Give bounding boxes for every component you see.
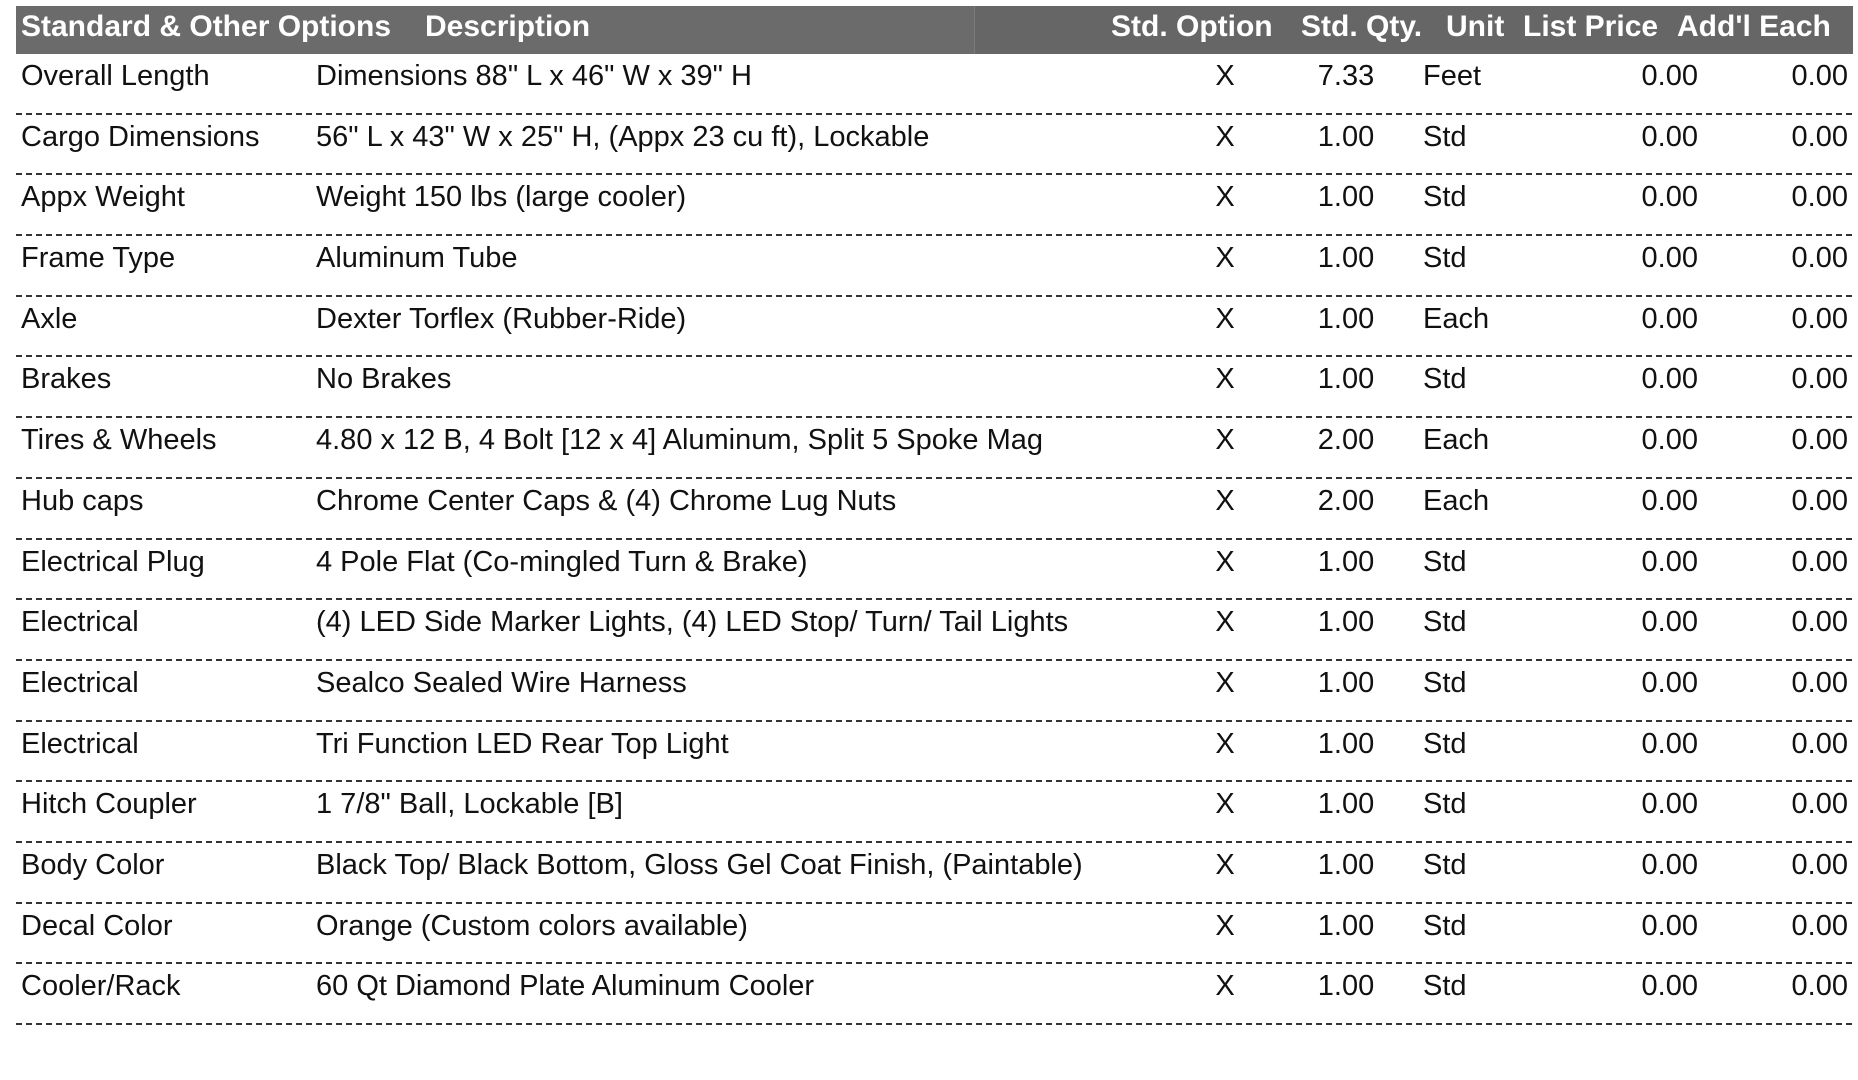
row-addl-each: 0.00 xyxy=(1791,545,1848,578)
table-row xyxy=(16,115,1852,176)
row-list-price: 0.00 xyxy=(1641,788,1698,821)
row-list-price: 0.00 xyxy=(1641,242,1698,275)
table-row xyxy=(16,357,1852,418)
row-std-qty: 1.00 xyxy=(1317,666,1375,699)
row-unit: Each xyxy=(1423,424,1490,457)
row-unit: Std xyxy=(1423,120,1467,153)
row-option-name: Electrical Plug xyxy=(21,545,205,578)
row-list-price: 0.00 xyxy=(1641,606,1698,639)
row-addl-each: 0.00 xyxy=(1791,302,1848,335)
row-std-qty: 1.00 xyxy=(1317,970,1375,1003)
row-option-name: Brakes xyxy=(21,363,112,396)
table-header xyxy=(16,6,1852,54)
row-description: Tri Function LED Rear Top Light xyxy=(316,727,729,760)
row-description: 56" L x 43" W x 25" H, (Appx 23 cu ft), Lockable xyxy=(316,120,930,153)
row-list-price: 0.00 xyxy=(1641,727,1698,760)
row-description: 1 7/8" Ball, Lockable [B] xyxy=(316,788,623,821)
row-std-option: X xyxy=(1215,848,1235,881)
table-row xyxy=(16,297,1852,358)
row-addl-each: 0.00 xyxy=(1791,848,1848,881)
options-table xyxy=(16,6,1852,1025)
row-std-qty: 1.00 xyxy=(1317,545,1375,578)
row-list-price: 0.00 xyxy=(1641,545,1698,578)
row-std-option: X xyxy=(1215,181,1235,214)
row-option-name: Appx Weight xyxy=(21,181,185,214)
header-options: Standard & Other Options xyxy=(21,10,392,43)
row-std-option: X xyxy=(1215,545,1235,578)
row-description: No Brakes xyxy=(316,363,452,396)
row-description: (4) LED Side Marker Lights, (4) LED Stop/ Turn/ Tail Lights xyxy=(316,606,1069,639)
row-addl-each: 0.00 xyxy=(1791,484,1848,517)
row-list-price: 0.00 xyxy=(1641,120,1698,153)
row-option-name: Hub caps xyxy=(21,484,144,517)
row-addl-each: 0.00 xyxy=(1791,666,1848,699)
row-unit: Std xyxy=(1423,666,1467,699)
row-list-price: 0.00 xyxy=(1641,60,1698,92)
row-std-qty: 1.00 xyxy=(1317,788,1375,821)
table-row xyxy=(16,236,1852,297)
row-list-price: 0.00 xyxy=(1641,909,1698,942)
row-addl-each: 0.00 xyxy=(1791,424,1848,457)
table-row xyxy=(16,600,1852,661)
row-std-qty: 1.00 xyxy=(1317,727,1375,760)
table-row xyxy=(16,843,1852,904)
row-std-option: X xyxy=(1215,120,1235,153)
row-unit: Std xyxy=(1423,363,1467,396)
row-std-option: X xyxy=(1215,788,1235,821)
row-option-name: Electrical xyxy=(21,606,139,639)
row-std-qty: 1.00 xyxy=(1317,242,1375,275)
row-list-price: 0.00 xyxy=(1641,363,1698,396)
row-description: Dimensions 88" L x 46" W x 39" H xyxy=(316,60,752,92)
row-option-name: Tires & Wheels xyxy=(21,424,217,457)
row-option-name: Cooler/Rack xyxy=(21,970,181,1003)
row-description: Black Top/ Black Bottom, Gloss Gel Coat Finish, (Paintable) xyxy=(316,848,1083,881)
row-addl-each: 0.00 xyxy=(1791,242,1848,275)
row-list-price: 0.00 xyxy=(1641,848,1698,881)
table-row xyxy=(16,418,1852,479)
row-addl-each: 0.00 xyxy=(1791,363,1848,396)
table-row xyxy=(16,964,1852,1025)
table-row xyxy=(16,722,1852,783)
table-body xyxy=(16,54,1852,1025)
row-std-option: X xyxy=(1215,60,1235,92)
row-addl-each: 0.00 xyxy=(1791,970,1848,1003)
row-std-qty: 1.00 xyxy=(1317,606,1375,639)
header-description: Description xyxy=(425,10,591,43)
row-description: Orange (Custom colors available) xyxy=(316,909,748,942)
row-std-option: X xyxy=(1215,484,1235,517)
row-unit: Std xyxy=(1423,909,1467,942)
row-list-price: 0.00 xyxy=(1641,302,1698,335)
row-addl-each: 0.00 xyxy=(1791,181,1848,214)
row-option-name: Overall Length xyxy=(21,60,210,92)
header-list-price: List Price xyxy=(1523,10,1659,43)
row-description: Aluminum Tube xyxy=(316,242,518,275)
row-addl-each: 0.00 xyxy=(1791,606,1848,639)
row-std-qty: 2.00 xyxy=(1317,484,1375,517)
header-unit: Unit xyxy=(1446,10,1505,43)
row-unit: Each xyxy=(1423,484,1490,517)
row-unit: Std xyxy=(1423,788,1467,821)
row-addl-each: 0.00 xyxy=(1791,727,1848,760)
row-description: 60 Qt Diamond Plate Aluminum Cooler xyxy=(316,970,815,1003)
row-option-name: Electrical xyxy=(21,666,139,699)
row-addl-each: 0.00 xyxy=(1791,909,1848,942)
row-list-price: 0.00 xyxy=(1641,970,1698,1003)
row-option-name: Electrical xyxy=(21,727,139,760)
row-description: Sealco Sealed Wire Harness xyxy=(316,666,687,699)
table-row xyxy=(16,782,1852,843)
row-unit: Std xyxy=(1423,545,1467,578)
row-addl-each: 0.00 xyxy=(1791,120,1848,153)
row-std-qty: 2.00 xyxy=(1317,424,1375,457)
row-addl-each: 0.00 xyxy=(1791,788,1848,821)
row-list-price: 0.00 xyxy=(1641,484,1698,517)
row-std-option: X xyxy=(1215,727,1235,760)
row-option-name: Decal Color xyxy=(21,909,173,942)
row-std-option: X xyxy=(1215,606,1235,639)
row-list-price: 0.00 xyxy=(1641,181,1698,214)
row-unit: Std xyxy=(1423,848,1467,881)
row-std-option: X xyxy=(1215,242,1235,275)
row-unit: Std xyxy=(1423,242,1467,275)
row-description: Weight 150 lbs (large cooler) xyxy=(316,181,687,214)
row-std-qty: 1.00 xyxy=(1317,909,1375,942)
row-std-option: X xyxy=(1215,909,1235,942)
row-std-option: X xyxy=(1215,302,1235,335)
row-std-qty: 7.33 xyxy=(1317,60,1375,92)
row-unit: Std xyxy=(1423,727,1467,760)
row-std-option: X xyxy=(1215,970,1235,1003)
row-option-name: Axle xyxy=(21,302,78,335)
row-addl-each: 0.00 xyxy=(1791,60,1848,92)
row-unit: Std xyxy=(1423,970,1467,1003)
row-description: Dexter Torflex (Rubber-Ride) xyxy=(316,302,687,335)
table-row xyxy=(16,175,1852,236)
row-option-name: Hitch Coupler xyxy=(21,788,197,821)
row-option-name: Body Color xyxy=(21,848,165,881)
table-row xyxy=(16,479,1852,540)
row-option-name: Frame Type xyxy=(21,242,176,275)
table-row xyxy=(16,904,1852,965)
row-std-qty: 1.00 xyxy=(1317,363,1375,396)
row-unit: Std xyxy=(1423,606,1467,639)
row-list-price: 0.00 xyxy=(1641,666,1698,699)
table-row xyxy=(16,661,1852,722)
row-description: 4 Pole Flat (Co-mingled Turn & Brake) xyxy=(316,545,808,578)
row-description: Chrome Center Caps & (4) Chrome Lug Nuts xyxy=(316,484,897,517)
row-unit: Feet xyxy=(1423,60,1482,92)
row-std-qty: 1.00 xyxy=(1317,120,1375,153)
table-row xyxy=(16,540,1852,601)
row-unit: Std xyxy=(1423,181,1467,214)
row-unit: Each xyxy=(1423,302,1490,335)
row-description: 4.80 x 12 B, 4 Bolt [12 x 4] Aluminum, Split 5 Spoke Mag xyxy=(316,424,1044,457)
row-std-qty: 1.00 xyxy=(1317,181,1375,214)
row-std-option: X xyxy=(1215,424,1235,457)
header-std-option: Std. Option xyxy=(1111,10,1273,43)
row-std-option: X xyxy=(1215,363,1235,396)
row-option-name: Cargo Dimensions xyxy=(21,120,260,153)
row-std-option: X xyxy=(1215,666,1235,699)
header-std-qty: Std. Qty. xyxy=(1301,10,1423,43)
row-std-qty: 1.00 xyxy=(1317,848,1375,881)
row-std-qty: 1.00 xyxy=(1317,302,1375,335)
table-row xyxy=(16,54,1852,115)
row-list-price: 0.00 xyxy=(1641,424,1698,457)
header-addl-each: Add'l Each xyxy=(1677,10,1831,43)
